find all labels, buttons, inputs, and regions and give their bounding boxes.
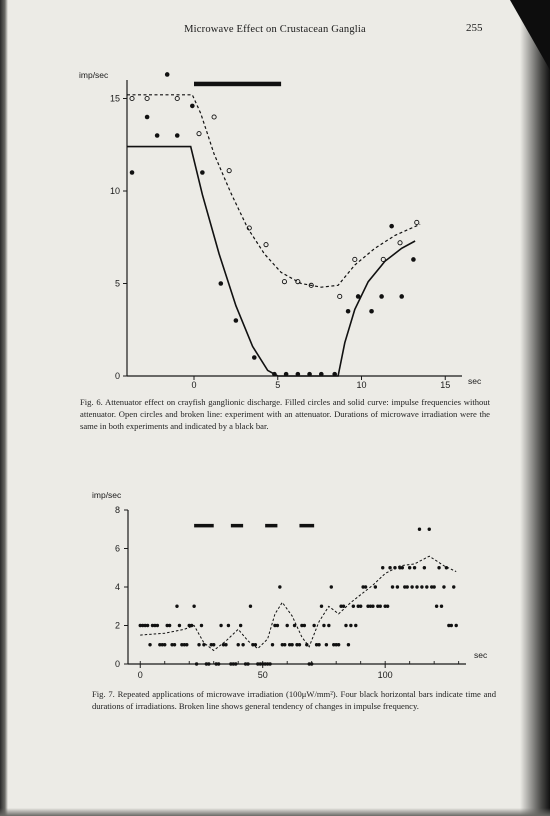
open-point (296, 280, 300, 284)
data-point (207, 662, 210, 665)
figure-6-caption: Fig. 6. Attenuator effect on crayfish ganglionic discharge. Filled circles and solid curve: impulse frequencies without attenuator. Open circles and broken line: experiment with an attenuator. Durations of microwave irradiation were the same in both experiments and indicated by a black bar. (80, 397, 490, 431)
filled-point (175, 133, 180, 138)
data-point (303, 624, 306, 627)
filled-point (165, 72, 170, 77)
data-point (195, 662, 198, 665)
data-point (212, 643, 215, 646)
data-point (246, 662, 249, 665)
data-point (349, 624, 352, 627)
data-point (342, 605, 345, 608)
data-point (310, 662, 313, 665)
data-point (437, 566, 440, 569)
data-point (156, 624, 159, 627)
filled-point (399, 294, 404, 299)
irradiation-bar (299, 524, 314, 528)
filled-point (284, 372, 289, 377)
x-axis-label: sec (468, 376, 482, 386)
data-point (401, 566, 404, 569)
data-point (432, 585, 435, 588)
data-point (410, 585, 413, 588)
data-point (312, 624, 315, 627)
filled-point (130, 170, 135, 175)
open-point (130, 96, 134, 100)
open-point (212, 115, 216, 119)
figure-7-caption: Fig. 7. Repeated applications of microwave irradiation (100μW/mm²). Four black horizontal bars indicate time and durations of irradiations. Broken line shows general tendency of changes in impulse frequency. (92, 689, 496, 711)
filled-point (190, 104, 195, 109)
data-point (317, 643, 320, 646)
y-tick-label: 8 (114, 505, 120, 515)
data-point (224, 643, 227, 646)
data-point (337, 643, 340, 646)
y-tick-label: 5 (114, 278, 120, 289)
y-axis-label: imp/sec (79, 70, 109, 80)
running-head-title: Microwave Effect on Crustacean Ganglia (184, 24, 366, 35)
data-point (354, 624, 357, 627)
open-point (282, 280, 286, 284)
data-point (298, 643, 301, 646)
y-tick-label: 0 (114, 659, 120, 669)
x-tick-label: 0 (137, 670, 143, 680)
data-point (423, 566, 426, 569)
data-point (175, 605, 178, 608)
trend-line (140, 556, 456, 650)
filled-point (200, 170, 205, 175)
data-point (254, 643, 257, 646)
open-point (353, 257, 357, 261)
y-tick-label: 0 (114, 371, 120, 381)
data-point (364, 585, 367, 588)
data-point (352, 605, 355, 608)
data-point (190, 624, 193, 627)
data-point (388, 566, 391, 569)
data-point (450, 624, 453, 627)
axis-ticks (115, 505, 459, 680)
data-point (202, 643, 205, 646)
x-tick-label: 50 (257, 670, 268, 680)
data-point (249, 605, 252, 608)
filled-point (332, 372, 337, 377)
data-point (185, 643, 188, 646)
filled-point (346, 309, 351, 314)
open-point (398, 241, 402, 245)
data-point (391, 585, 394, 588)
data-point (396, 585, 399, 588)
data-point (435, 605, 438, 608)
data-point (197, 643, 200, 646)
open-point (227, 169, 231, 173)
data-point (347, 643, 350, 646)
data-point (327, 624, 330, 627)
solid-curve (127, 147, 415, 376)
y-tick-label: 6 (114, 543, 120, 554)
data-point (386, 605, 389, 608)
data-point (408, 566, 411, 569)
data-point (278, 585, 281, 588)
y-tick-label: 4 (114, 582, 120, 592)
y-axis-label: imp/sec (92, 490, 122, 500)
data-point (239, 624, 242, 627)
data-point (381, 566, 384, 569)
data-point (163, 643, 166, 646)
data-point (219, 624, 222, 627)
data-point (418, 528, 421, 531)
data-point (440, 605, 443, 608)
data-point (413, 566, 416, 569)
filled-point (411, 257, 416, 262)
data-point (217, 662, 220, 665)
data-point (420, 585, 423, 588)
data-point (442, 585, 445, 588)
data-point (178, 624, 181, 627)
data-point (290, 643, 293, 646)
data-point (374, 585, 377, 588)
data-point (320, 605, 323, 608)
filled-point (219, 281, 224, 286)
data-point (241, 643, 244, 646)
open-point (381, 257, 385, 261)
data-point (379, 605, 382, 608)
open-point (415, 220, 419, 224)
filled-point (252, 355, 257, 360)
data-point (234, 662, 237, 665)
y-tick-label: 2 (114, 620, 120, 631)
data-point (415, 585, 418, 588)
filled-point (296, 372, 301, 377)
x-tick-label: 100 (377, 670, 393, 680)
data-point (283, 643, 286, 646)
x-tick-label: 15 (440, 380, 451, 390)
data-point (146, 624, 149, 627)
data-point (393, 566, 396, 569)
data-point (227, 624, 230, 627)
data-point (286, 624, 289, 627)
filled-point (307, 372, 312, 377)
data-point (330, 585, 333, 588)
data-point (192, 605, 195, 608)
irradiation-bar (194, 82, 281, 87)
filled-point (234, 318, 239, 323)
data-point (268, 662, 271, 665)
x-tick-label: 5 (275, 380, 281, 390)
data-point (359, 605, 362, 608)
open-point (197, 132, 201, 136)
data-point (276, 624, 279, 627)
broken-curve (127, 95, 420, 287)
open-point (338, 294, 342, 298)
data-point (237, 643, 240, 646)
page-number: 255 (466, 22, 483, 34)
data-point (173, 643, 176, 646)
x-tick-label: 0 (191, 380, 197, 390)
y-tick-label: 10 (109, 186, 120, 196)
filled-point (272, 372, 277, 377)
figure-6-chart (0, 60, 550, 390)
filled-point (379, 294, 384, 299)
data-point (455, 624, 458, 627)
data-point (452, 585, 455, 588)
data-point (305, 643, 308, 646)
y-tick-label: 15 (109, 93, 120, 104)
filled-point (356, 294, 361, 299)
x-tick-label: 10 (356, 380, 367, 390)
data-point (406, 585, 409, 588)
data-point (428, 528, 431, 531)
data-point (200, 624, 203, 627)
data-point (445, 566, 448, 569)
data-point (371, 605, 374, 608)
filled-point (155, 133, 160, 138)
data-point (325, 643, 328, 646)
filled-point (145, 115, 150, 120)
figure-7-chart (0, 480, 550, 680)
open-point (264, 243, 268, 247)
irradiation-bar (194, 524, 214, 528)
scan-shadow-bottom (0, 808, 550, 816)
data-point (322, 624, 325, 627)
x-axis-label: sec (474, 650, 488, 660)
filled-point (319, 372, 324, 377)
irradiation-bar (231, 524, 243, 528)
data-point (168, 624, 171, 627)
data-point (293, 624, 296, 627)
irradiation-bar (265, 524, 277, 528)
open-point (175, 96, 179, 100)
data-point (425, 585, 428, 588)
data-point (344, 624, 347, 627)
filled-point (389, 224, 394, 229)
data-point (271, 643, 274, 646)
axis-ticks (110, 94, 450, 391)
open-point (145, 96, 149, 100)
filled-point (369, 309, 374, 314)
data-point (148, 643, 151, 646)
